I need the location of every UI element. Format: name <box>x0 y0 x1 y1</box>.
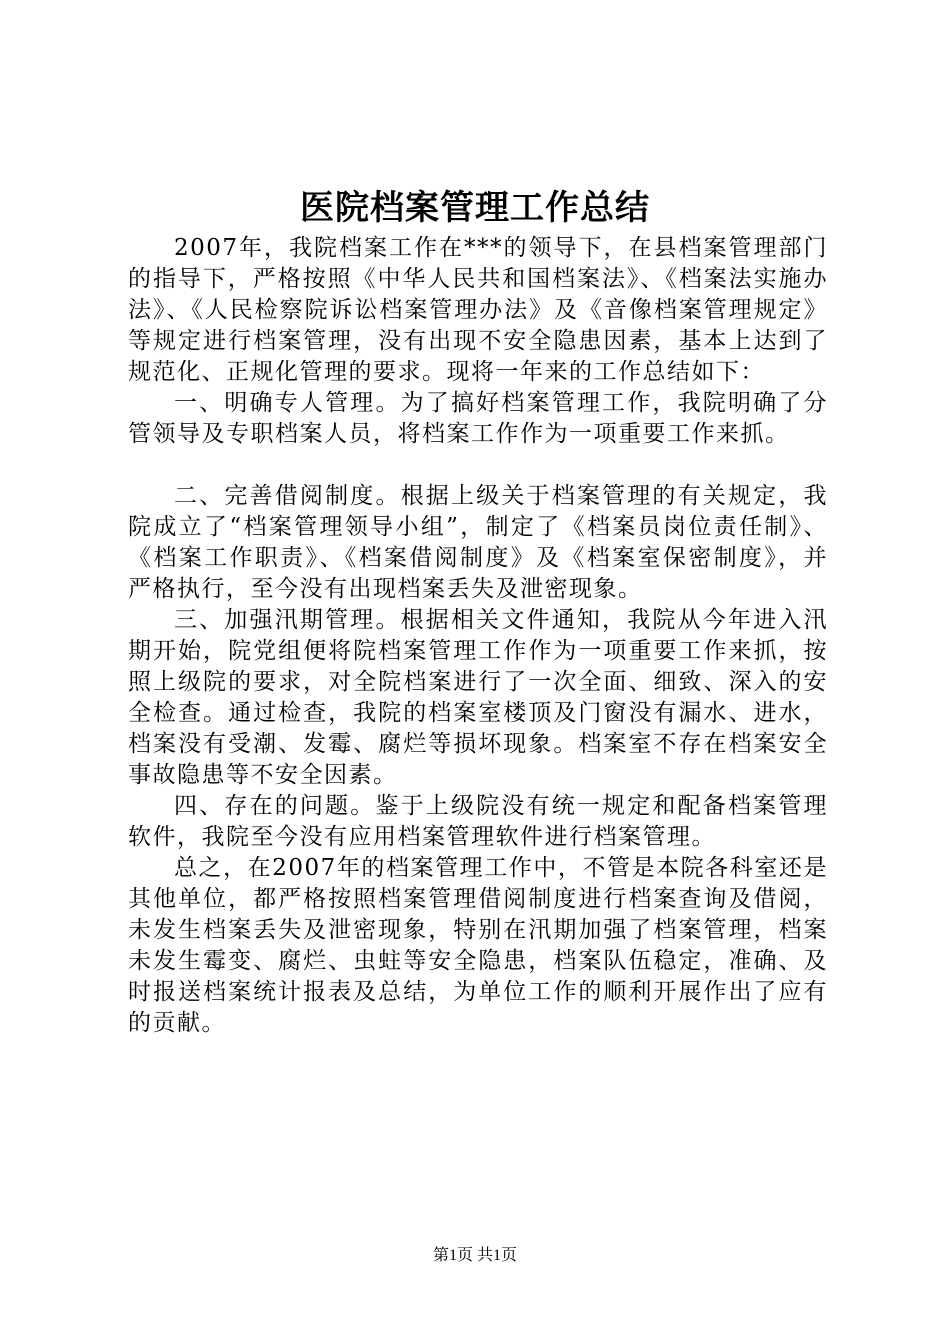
page-footer: 第1页 共1页 <box>432 1247 517 1264</box>
paragraph-section-4: 四、存在的问题。鉴于上级院没有统一规定和配备档案管理软件，我院至今没有应用档案管理软件进行档案管理。 <box>128 793 828 850</box>
paragraph-section-2: 二、完善借阅制度。根据上级关于档案管理的有关规定，我院成立了“档案管理领导小组”，制定了《档案员岗位责任制》、《档案工作职责》、《档案借阅制度》及《档案室保密制度》，并严格执行，至今没有出现档案丢失及泄密现象。 <box>128 483 828 602</box>
paragraph-conclusion: 总之，在2007年的档案管理工作中，不管是本院各科室还是其他单位，都严格按照档案管理借阅制度进行档案查询及借阅，未发生档案丢失及泄密现象，特别在汛期加强了档案管理，档案未发生霉变、腐烂、虫蛀等安全隐患，档案队伍稳定，准确、及时报送档案统计报表及总结，为单位工作的顺利开展作出了应有的贡献。 <box>128 855 828 1036</box>
paragraph-intro: 2007年，我院档案工作在***的领导下，在县档案管理部门的指导下，严格按照《中华人民共和国档案法》、《档案法实施办法》、《人民检察院诉讼档案管理办法》及《音像档案管理规定》等规定进行档案管理，没有出现不安全隐患因素，基本上达到了规范化、正规化管理的要求。现将一年来的工作总结如下： <box>128 235 828 385</box>
paragraph-section-1: 一、明确专人管理。为了搞好档案管理工作，我院明确了分管领导及专职档案人员，将档案工作作为一项重要工作来抓。 <box>128 390 828 447</box>
document-body <box>128 233 828 1039</box>
document-title: 医院档案管理工作总结 <box>300 188 650 228</box>
paragraph-section-3: 三、加强汛期管理。根据相关文件通知，我院从今年进入汛期开始，院党组便将院档案管理工作作为一项重要工作来抓，按照上级院的要求，对全院档案进行了一次全面、细致、深入的安全检查。通过检查，我院的档案室楼顶及门窗没有漏水、进水，档案没有受潮、发霉、腐烂等损坏现象。档案室不存在档案安全事故隐患等不安全因素。 <box>128 607 828 788</box>
